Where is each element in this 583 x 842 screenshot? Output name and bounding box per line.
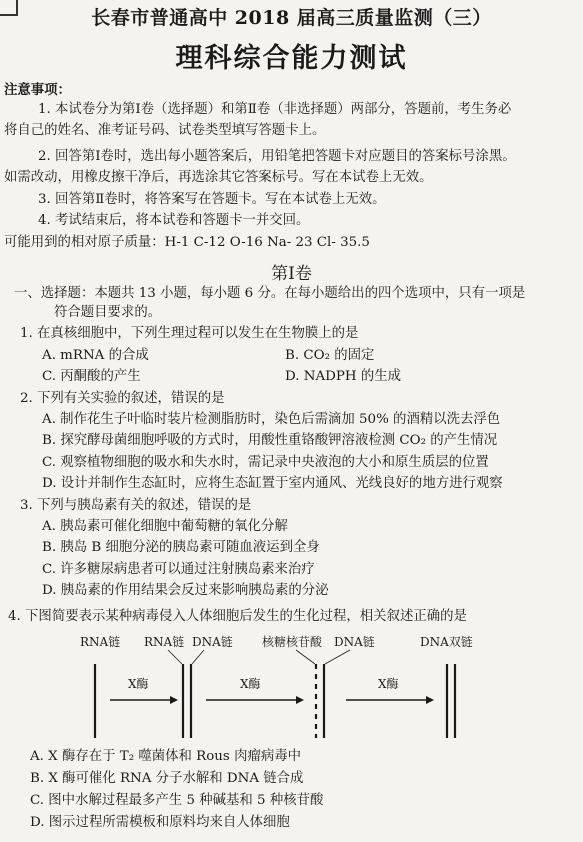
arrow-1-head: [170, 696, 178, 704]
label-ribonucleotide: 核糖核苷酸: [262, 635, 323, 649]
label-rna-chain: RNA链: [80, 635, 121, 649]
leader-line: [192, 650, 204, 664]
section-intro: 符合题目要求的。: [54, 305, 162, 320]
label-dna-chain-2: DNA链: [334, 635, 375, 649]
question-stem: 4. 下图简要表示某种病毒侵入人体细胞后发生的生化过程，相关叙述正确的是: [8, 609, 467, 624]
enzyme-label: X酶: [378, 677, 399, 691]
question-option: C. 图中水解过程最多产生 5 种碱基和 5 种核苷酸: [30, 793, 324, 808]
label-dna-double: DNA双链: [420, 635, 473, 649]
question-option: B. 胰岛 B 细胞分泌的胰岛素可随血液运到全身: [42, 540, 320, 555]
notice-line: 如需改动，用橡皮擦干净后，再选涂其它答案标号。写在本试卷上无效。: [4, 170, 433, 185]
question-option: B. X 酶可催化 RNA 分子水解和 DNA 链合成: [30, 771, 304, 786]
notice-line: 2. 回答第Ⅰ卷时，选出每小题答案后，用铅笔把答题卡对应题目的答案标号涂黑。: [38, 149, 516, 164]
question-stem: 2. 下列有关实验的叙述，错误的是: [20, 391, 225, 406]
notice-heading: 注意事项：: [4, 82, 71, 98]
question-option: C. 丙酮酸的产生: [42, 369, 141, 384]
leader-line: [168, 650, 182, 664]
question-option: D. 设计并制作生态缸时，应将生态缸置于室内通风、光线良好的地方进行观察: [42, 476, 503, 491]
notice-line: 3. 回答第Ⅱ卷时，将答案写在答题卡。写在本试卷上无效。: [38, 192, 386, 207]
label-dna-chain: DNA链: [192, 635, 233, 649]
leader-line: [296, 650, 315, 664]
arrow-2-head: [296, 696, 304, 704]
atomic-masses: 可能用到的相对原子质量：H-1 C-12 O-16 Na- 23 Cl- 35.5: [4, 235, 370, 250]
question-stem: 3. 下列与胰岛素有关的叙述，错误的是: [20, 498, 252, 513]
enzyme-label: X酶: [128, 677, 149, 691]
question-option: D. 胰岛素的作用结果会反过来影响胰岛素的分泌: [42, 583, 329, 598]
section-intro: 一、选择题：本题共 13 小题，每小题 6 分。在每小题给出的四个选项中，只有一项是: [14, 286, 526, 301]
arrow-3-head: [426, 696, 434, 704]
enzyme-label: X酶: [240, 677, 261, 691]
section-title: 第Ⅰ卷: [271, 264, 312, 284]
label-rna-chain-2: RNA链: [144, 635, 185, 649]
notice-line: 1. 本试卷分为第Ⅰ卷（选择题）和第Ⅱ卷（非选择题）两部分，答题前，考生务必: [38, 102, 512, 117]
exam-title: 长春市普通高中 2018 届高三质量监测（三）: [91, 7, 492, 29]
question-stem: 1. 在真核细胞中，下列生理过程可以发生在生物膜上的是: [20, 326, 359, 341]
exam-subtitle: 理科综合能力测试: [175, 43, 408, 74]
question-option: A. mRNA 的合成: [42, 348, 149, 363]
question-option: D. NADPH 的生成: [285, 369, 402, 384]
question-option: D. 图示过程所需模板和原料均来自人体细胞: [30, 815, 290, 830]
question-option: A. 制作花生子叶临时装片检测脂肪时，染色后需滴加 50% 的酒精以洗去浮色: [42, 412, 501, 427]
question-option: A. 胰岛素可催化细胞中葡萄糖的氧化分解: [42, 519, 288, 534]
notice-line: 将自己的姓名、准考证号码、试卷类型填写答题卡上。: [4, 123, 326, 138]
question-option: B. CO₂ 的固定: [285, 348, 375, 363]
question-option: B. 探究酵母菌细胞呼吸的方式时，用酸性重铬酸钾溶液检测 CO₂ 的产生情况: [42, 433, 498, 448]
question-option: A. X 酶存在于 T₂ 噬菌体和 Rous 肉瘤病毒中: [30, 749, 302, 764]
question-option: C. 观察植物细胞的吸水和失水时，需记录中央液泡的大小和原生质层的位置: [42, 455, 489, 470]
notice-line: 4. 考试结束后，将本试卷和答题卡一并交回。: [38, 213, 310, 228]
question-option: C. 许多糖尿病患者可以通过注射胰岛素来治疗: [42, 562, 315, 577]
leader-line: [325, 650, 350, 664]
